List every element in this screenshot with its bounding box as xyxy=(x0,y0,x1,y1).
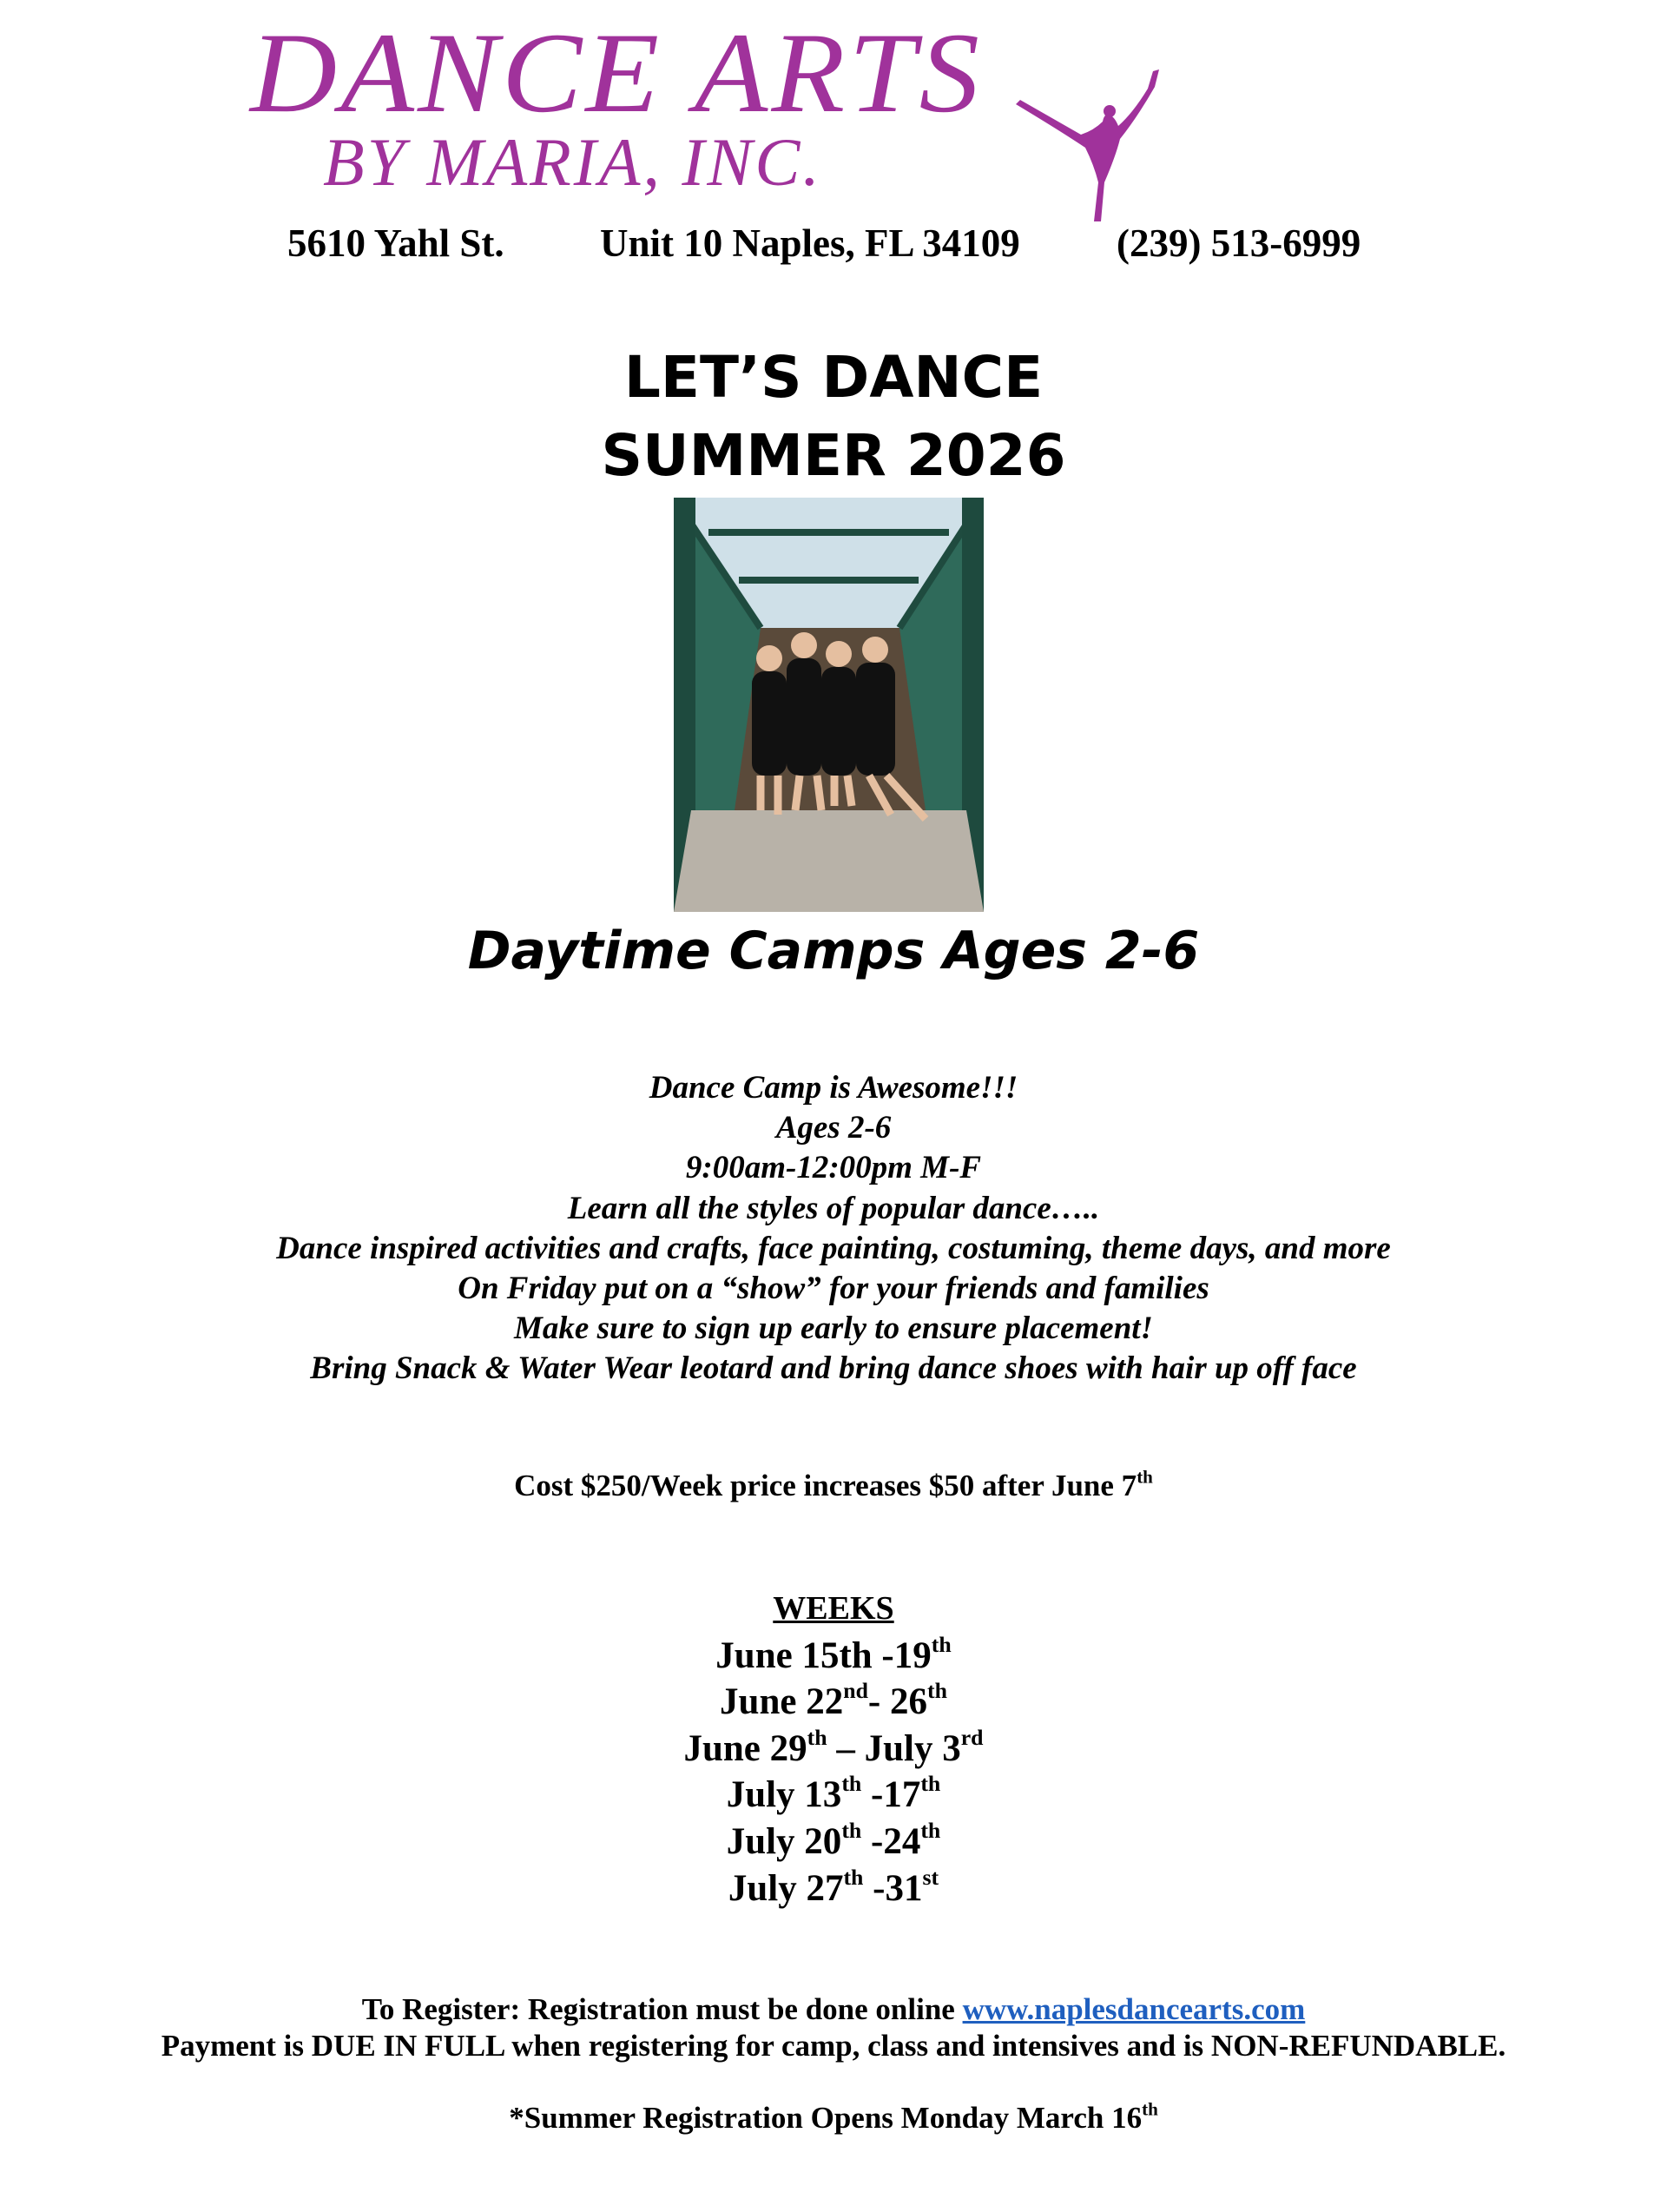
week-item: June 15th -19th xyxy=(715,1631,952,1676)
description-line: 9:00am-12:00pm M-F xyxy=(685,1150,982,1186)
cost-info: Cost $250/Week price increases $50 after June 7th xyxy=(514,1466,1153,1502)
dancer-logo-icon xyxy=(1007,35,1181,226)
logo-title: DANCE ARTS xyxy=(250,9,984,136)
week-item: July 20th -24th xyxy=(726,1817,941,1862)
description-line: Make sure to sign up early to ensure placement! xyxy=(514,1311,1153,1347)
register-info: To Register: Registration must be done online www.naplesdancearts.com xyxy=(361,1992,1306,2026)
address-street: 5610 Yahl St. xyxy=(287,221,504,265)
week-item: June 22nd- 26th xyxy=(720,1678,947,1723)
address-city: Unit 10 Naples, FL 34109 xyxy=(600,221,1020,265)
camp-description xyxy=(0,1068,1667,1390)
description-line: Ages 2-6 xyxy=(775,1110,892,1146)
weeks-list xyxy=(0,1586,1667,1912)
logo-subtitle: BY MARIA, INC. xyxy=(323,124,822,200)
description-line: Bring Snack & Water Wear leotard and bring dance shoes with hair up off face xyxy=(310,1350,1357,1387)
week-item: July 13th -17th xyxy=(726,1771,941,1816)
registration-opens: *Summer Registration Opens Monday March 16th xyxy=(509,2098,1158,2135)
description-line: On Friday put on a “show” for your friends and families xyxy=(458,1271,1209,1307)
description-line: Learn all the styles of popular dance….. xyxy=(567,1190,1100,1226)
week-item: June 29th – July 3rd xyxy=(683,1724,984,1769)
week-item: July 27th -31st xyxy=(728,1864,939,1909)
description-line: Dance Camp is Awesome!!! xyxy=(649,1070,1018,1106)
website-link[interactable]: www.naplesdancearts.com xyxy=(962,1992,1306,2026)
title-line2: SUMMER 2026 xyxy=(601,422,1066,489)
address-phone: (239) 513-6999 xyxy=(1117,221,1361,265)
description-line: Dance inspired activities and crafts, face painting, costuming, theme days, and more xyxy=(276,1230,1391,1266)
title-line1: LET’S DANCE xyxy=(623,344,1044,411)
payment-info: Payment is DUE IN FULL when registering for camp, class and intensives and is NON-REFUNDABLE. xyxy=(161,2029,1506,2063)
camp-subtitle: Daytime Camps Ages 2-6 xyxy=(467,921,1200,981)
weeks-title: WEEKS xyxy=(773,1590,894,1627)
camp-photo xyxy=(674,498,984,912)
